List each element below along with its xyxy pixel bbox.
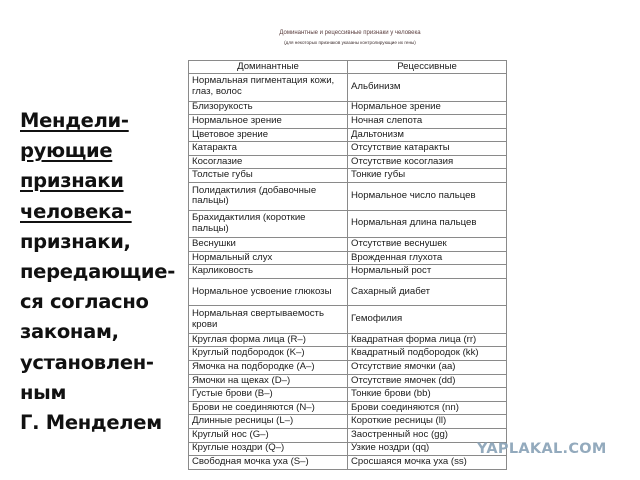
recessive-cell: Врожденная глухота: [348, 251, 507, 265]
table-row: [189, 278, 507, 306]
dominant-cell: Круглые ноздри (Q–): [189, 442, 348, 456]
table-row: [189, 347, 507, 361]
side-heading: [20, 106, 185, 438]
side-heading-line: передающие-: [20, 260, 175, 284]
slide-title-main: Доминантные и рецессивные признаки у человека: [279, 30, 421, 36]
dominant-cell: Брахидактилия (короткие пальцы): [189, 210, 348, 238]
side-heading-line: Г. Менделем: [20, 411, 162, 435]
table-row: [189, 265, 507, 279]
recessive-cell: Нормальное число пальцев: [348, 183, 507, 211]
recessive-cell: Короткие ресницы (ll): [348, 415, 507, 429]
table-row: [189, 333, 507, 347]
side-heading-line: признаки,: [20, 229, 131, 253]
dominant-cell: Толстые губы: [189, 169, 348, 183]
dominant-cell: Нормальное усвоение глюкозы: [189, 278, 348, 306]
watermark: YAPLAKAL.COM: [477, 441, 607, 457]
recessive-cell: Тонкие брови (bb): [348, 388, 507, 402]
side-heading-line: признаки: [20, 169, 124, 193]
dominant-cell: Густые брови (B–): [189, 388, 348, 402]
dominant-cell: Цветовое зрение: [189, 128, 348, 142]
table-row: [189, 169, 507, 183]
side-heading-line: Мендели-: [20, 109, 129, 132]
dominant-cell: Нормальное зрение: [189, 115, 348, 129]
table-row: [189, 401, 507, 415]
table-row: [189, 115, 507, 129]
table-header-row: [189, 61, 507, 74]
recessive-cell: Отсутствие ямочек (dd): [348, 374, 507, 388]
recessive-cell: Квадратный подбородок (kk): [348, 347, 507, 361]
recessive-cell: Заостренный нос (gg): [348, 429, 507, 443]
table-row: [189, 238, 507, 252]
table-row: [189, 142, 507, 156]
recessive-cell: Гемофилия: [348, 306, 507, 334]
table-row: [189, 442, 507, 456]
dominant-cell: Карликовость: [189, 265, 348, 279]
recessive-cell: Узкие ноздри (qq): [348, 442, 507, 456]
dominant-cell: Ямочка на подбородке (A–): [189, 361, 348, 375]
recessive-cell: Нормальная длина пальцев: [348, 210, 507, 238]
side-heading-line: ся согласно: [20, 290, 149, 314]
dominant-cell: Нормальная свертываемость крови: [189, 306, 348, 334]
side-heading-line: человека-: [20, 199, 132, 223]
dominant-cell: Веснушки: [189, 238, 348, 252]
table-row: [189, 306, 507, 334]
dominant-cell: Косоглазие: [189, 155, 348, 169]
slide-title: [190, 29, 510, 47]
side-heading-line: ным: [20, 380, 67, 404]
dominant-cell: Нормальный слух: [189, 251, 348, 265]
recessive-cell: Брови соединяются (nn): [348, 401, 507, 415]
recessive-cell: Сросшаяся мочка уха (ss): [348, 456, 507, 470]
recessive-cell: Отсутствие косоглазия: [348, 155, 507, 169]
table-row: [189, 128, 507, 142]
recessive-cell: Сахарный диабет: [348, 278, 507, 306]
table-row: [189, 429, 507, 443]
recessive-cell: Ночная слепота: [348, 115, 507, 129]
side-heading-line: рующие: [20, 139, 113, 163]
dominant-cell: Брови не соединяются (N–): [189, 401, 348, 415]
dominant-cell: Ямочки на щеках (D–): [189, 374, 348, 388]
table-row: [189, 74, 507, 102]
dominant-cell: Полидактилия (добавочные пальцы): [189, 183, 348, 211]
dominant-cell: Близорукость: [189, 101, 348, 115]
recessive-cell: Нормальное зрение: [348, 101, 507, 115]
dominant-cell: Нормальная пигментация кожи, глаз, волос: [189, 74, 348, 102]
dominant-cell: Круглая форма лица (R–): [189, 333, 348, 347]
table-row: [189, 415, 507, 429]
table-row: [189, 374, 507, 388]
table-row: [189, 155, 507, 169]
table-row: [189, 183, 507, 211]
table-row: [189, 388, 507, 402]
recessive-cell: Альбинизм: [348, 74, 507, 102]
dominant-cell: Круглый подбородок (K–): [189, 347, 348, 361]
column-header-recessive: Рецессивные: [348, 61, 507, 74]
recessive-cell: Дальтонизм: [348, 128, 507, 142]
recessive-cell: Отсутствие катаракты: [348, 142, 507, 156]
dominant-cell: Катаракта: [189, 142, 348, 156]
side-heading-line: установлен-: [20, 350, 154, 374]
recessive-cell: Тонкие губы: [348, 169, 507, 183]
recessive-cell: Отсутствие веснушек: [348, 238, 507, 252]
recessive-cell: Отсутствие ямочки (aa): [348, 361, 507, 375]
table-row: [189, 251, 507, 265]
table-row: [189, 210, 507, 238]
recessive-cell: Нормальный рост: [348, 265, 507, 279]
dominant-cell: Круглый нос (G–): [189, 429, 348, 443]
recessive-cell: Квадратная форма лица (rr): [348, 333, 507, 347]
slide-subtitle: (для некоторых признаков указаны контролирующие их гены): [284, 40, 416, 45]
column-header-dominant: Доминантные: [189, 61, 348, 74]
side-heading-line: законам,: [20, 320, 119, 344]
dominant-cell: Длинные ресницы (L–): [189, 415, 348, 429]
traits-table: [188, 60, 507, 470]
table-row: [189, 456, 507, 470]
table-row: [189, 361, 507, 375]
dominant-cell: Свободная мочка уха (S–): [189, 456, 348, 470]
table-row: [189, 101, 507, 115]
